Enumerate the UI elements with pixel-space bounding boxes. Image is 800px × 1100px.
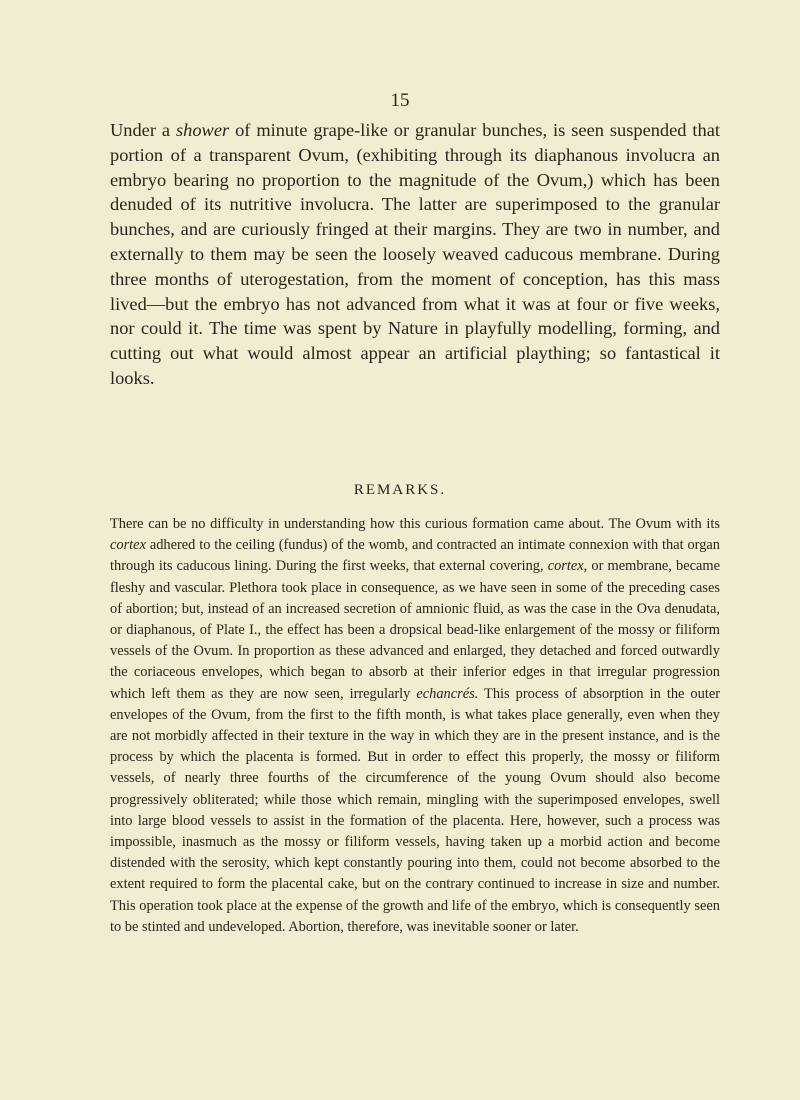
- remarks-emphasis-cortex-2: cortex,: [547, 558, 588, 575]
- intro-emphasis-shower: shower: [176, 120, 230, 140]
- remarks-heading: REMARKS.: [353, 482, 447, 498]
- intro-text-2: of minute grape-like or granular bunches, is seen suspended that portion of a transparent Ovum, (exhibiting through its diaphanous involucra an embryo bearing no proportion to the magnitude of the Ovum,) which has been denuded of its nutritive involucra. The latter are superimposed to the granular bunches, and are curiously fringed at their margins. They are two in number, and externally to them may be seen the loosely weaved caducous membrane. During three months of uterogestation, from the moment of conception, has this mass lived—but the embryo has not advanced from what it was at four or five weeks, nor could it. The time was spent by Nature in playfully modelling, forming, and cutting out what would almost appear an artificial plaything; so fantastical it looks.: [110, 120, 720, 388]
- remarks-text-2: adhered to the ceiling (fundus) of the womb, and contracted an intimate connexion with that organ through its caducous lining. During the first weeks, that external covering,: [110, 537, 720, 575]
- remarks-text-4: This process of absorption in the outer envelopes of the Ovum, from the first to the fifth month, is what takes place generally, even when they are not morbidly affected in their texture in the way in which they are in the present instance, and is the process by which the placenta is formed. But in order to effect this properly, the mossy or filiform vessels, of nearly three fourths of the circumference of the young Ovum should also become progressively obliterated; while those which remain, mingling with the superimposed envelopes, swell into large blood vessels to assist in the formation of the placenta. Here, however, such a process was impossible, inasmuch as the mossy or filiform vessels, having taken up a morbid action and become distended with the serosity, which kept constantly pouring into them, could not become absorbed to the extent required to form the placental cake, but on the contrary continued to increase in size and number. This operation took place at the expense of the growth and life of the embryo, which is consequently seen to be stinted and undeveloped. Abortion, therefore, was inevitable sooner or later.: [110, 685, 721, 935]
- intro-paragraph: [110, 118, 720, 391]
- page-number: 15: [390, 90, 410, 111]
- remarks-text-3: or membrane, became fleshy and vascular. Plethora took place in consequence, as we have seen in some of the preceding cases of abortion; but, instead of an increased secretion of amnionic fluid, as was the case in the Ova denudata, or diaphanous, of Plate I., the effect has been a dropsical bead-like enlargement of the mossy or filiform vessels of the Ovum. In proportion as these advanced and enlarged, they detached and forced outwardly the coriaceous envelopes, which began to absorb at their inferior edges in that irregular progression which left them as they are now seen, irregularly: [110, 558, 720, 702]
- remarks-paragraph: [110, 514, 720, 938]
- remarks-emphasis-echancres: echancrés.: [416, 685, 479, 702]
- intro-text-1: Under a: [110, 120, 176, 140]
- remarks-text-1: There can be no difficulty in understanding how this curious formation came about. The Ovum with its: [110, 516, 720, 532]
- remarks-emphasis-cortex: cortex: [110, 537, 146, 554]
